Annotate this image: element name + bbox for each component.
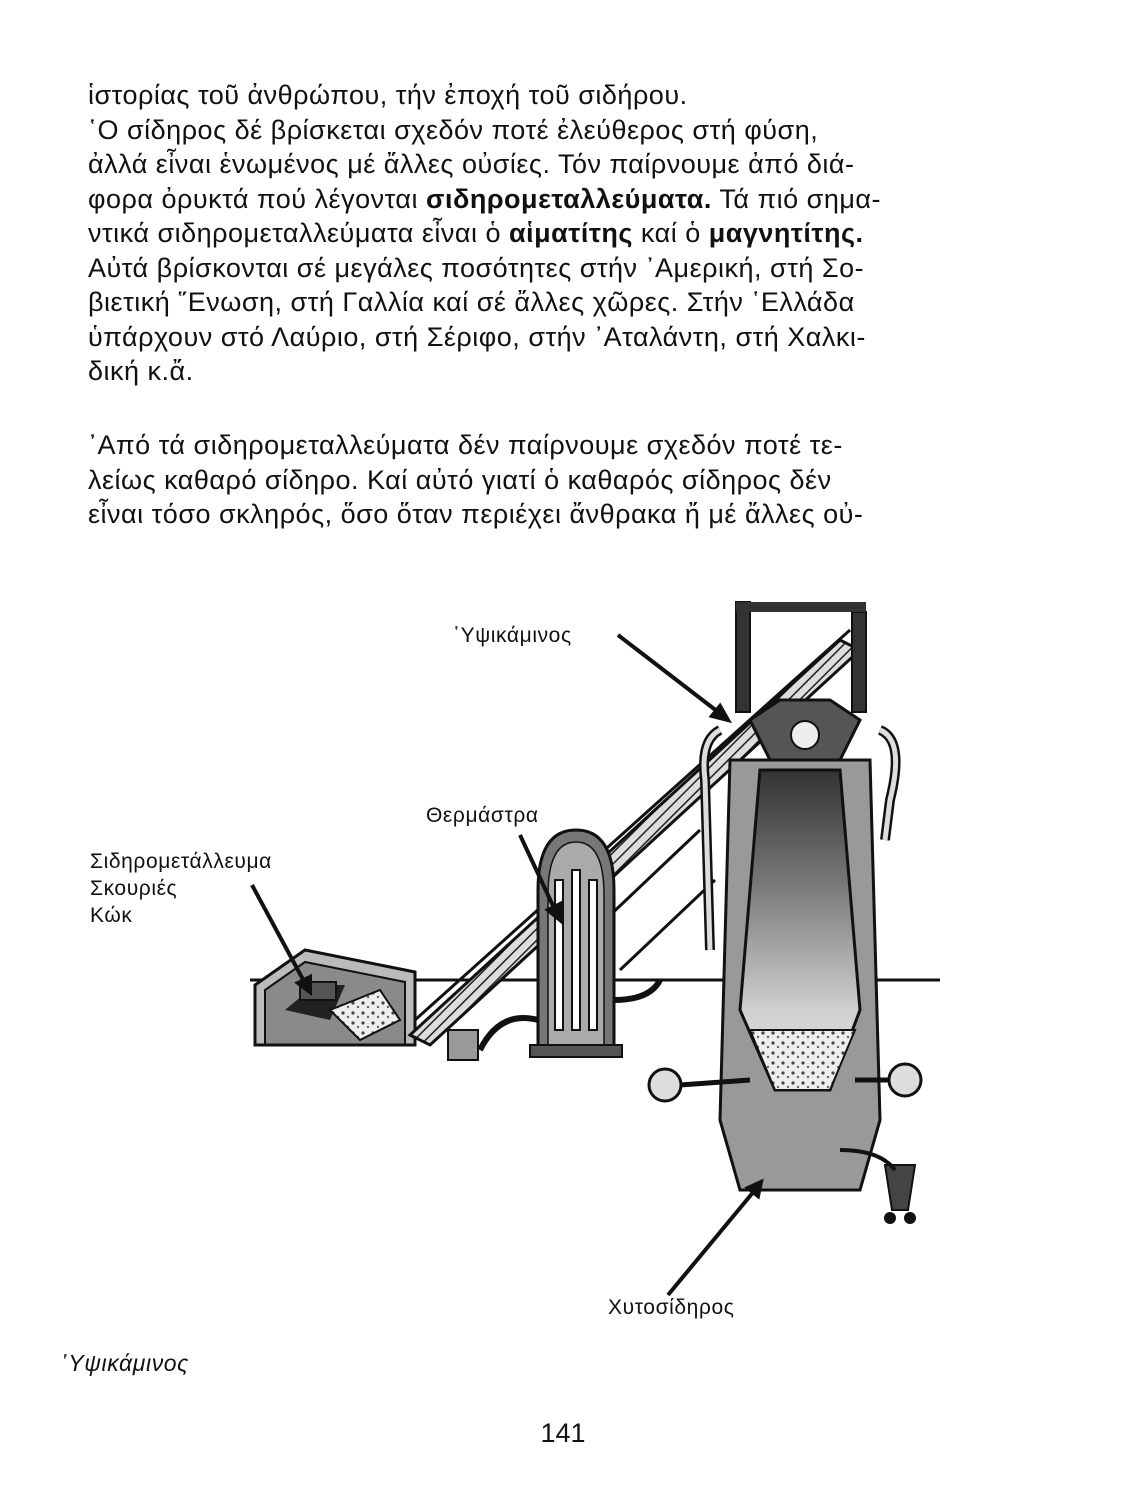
label-slag: Σκουριές — [90, 877, 178, 900]
bold-term-hematite: αἱματίτης — [509, 218, 633, 248]
blast-furnace-figure — [60, 590, 1060, 1330]
text-line: ἀλλά εἶναι ἑνωμένος μέ ἄλλες οὐσίες. Τόν παίρνουμε ἀπό διά- — [88, 149, 855, 179]
text-line — [88, 216, 948, 251]
text-line: εἶναι τόσο σκληρός, ὅσο ὅταν περιέχει ἄνθρακα ἤ μέ ἄλλες οὐ- — [88, 499, 864, 529]
label-hot-blast-stove: Θερμάστρα — [426, 804, 539, 827]
label-cast-iron: Χυτοσίδηρος — [608, 1296, 735, 1319]
text-line: ᾿Από τά σιδηρομεταλλεύματα δέν παίρνουμε σχεδόν ποτέ τε- — [88, 430, 843, 460]
bold-term-magnetite: μαγνητίτης. — [708, 218, 864, 248]
text-line: ὑπάρχουν στό Λαύριο, στή Σέριφο, στήν ᾿Αταλάντη, στή Χαλκι- — [88, 321, 866, 352]
text-segment: φορα ὀρυκτά πού λέγονται — [88, 183, 427, 214]
label-coke: Κώκ — [90, 904, 133, 927]
text-segment: Τά πιό σημα- — [711, 183, 881, 214]
body-text-upper — [88, 78, 948, 389]
label-iron-ore: Σιδηρομετάλλευμα — [90, 850, 272, 873]
figure-caption: ῾Υψικάμινος — [60, 1350, 189, 1376]
text-line: λείως καθαρό σίδηρο. Καί αὐτό γιατί ὁ καθαρός σίδηρος δέν — [88, 464, 832, 495]
label-ore-inputs — [90, 848, 272, 929]
text-line: ἱστορίας τοῦ ἀνθρώπου, τήν ἐποχή τοῦ σιδήρου. — [88, 80, 688, 110]
page-number: 141 — [540, 1418, 586, 1448]
text-line: βιετική ῞Ενωση, στή Γαλλία καί σέ ἄλλες χῶρες. Στήν ῾Ελλάδα — [88, 287, 855, 317]
text-line: ῾Ο σίδηρος δέ βρίσκεται σχεδόν ποτέ ἐλεύθερος στή φύση, — [88, 114, 819, 145]
label-blast-furnace: ῾Υψικάμινος — [453, 624, 572, 647]
text-line — [88, 182, 948, 217]
body-text-lower — [88, 428, 948, 532]
blast-furnace-illustration — [60, 590, 1060, 1330]
ore-bunker-building — [255, 950, 415, 1045]
text-segment: ντικά σιδηρομεταλλεύματα εἶναι ὁ — [88, 218, 510, 248]
text-segment: καί ὁ — [632, 218, 709, 248]
text-line: δική κ.ἄ. — [88, 356, 194, 386]
bold-term-ores: σιδηρομεταλλεύματα. — [426, 183, 712, 214]
text-line: Αὐτά βρίσκονται σέ μεγάλες ποσότητες στήν ᾿Αμερική, στή Σο- — [88, 252, 865, 283]
